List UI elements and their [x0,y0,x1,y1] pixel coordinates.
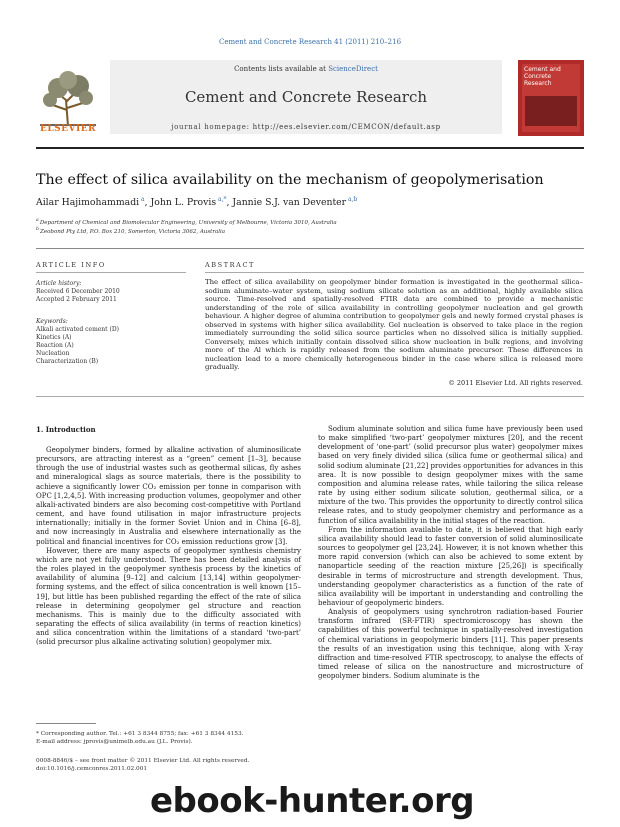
journal-reference[interactable]: Cement and Concrete Research 41 (2011) 210–216 [218,38,402,46]
author-name: John L. Provis [150,197,217,209]
watermark: ebook-hunter.org [150,781,475,821]
history-label: Article history: [36,280,82,287]
affiliation-mark: a [36,218,39,223]
body-paragraph: Analysis of geopolymers using synchrotron radiation-based Fourier transform infrared (SR-FTIR) spectromicroscopy has shown the capabilities of this powerful technique in spatially-resolved investigation of chemical variations in geopolymeric binders [11]. This paper presents the results of an investigation using this technique, along with X-ray diffraction and time-resolved FTIR spectroscopy, to analyse the effects of timed release of silica on the nanostructure and microstructure of geopolymer binders. Sodium aluminate is the [318,608,583,681]
body-column-left [36,446,301,647]
affiliation-text: Zeobond Pty Ltd, P.O. Box 210, Somerton, Victoria 3062, Australia [40,228,226,235]
journal-homepage [110,123,502,131]
received-date: Received 6 December 2010 [36,288,120,295]
article-info-heading: ARTICLE INFO [36,261,106,269]
footnote-contact: * Corresponding author. Tel.: +61 3 8344 8755; fax: +61 3 8344 4153. [36,731,244,737]
body-column-right [318,425,583,681]
author-name: Jannie S.J. van Deventer [232,197,347,209]
header-rule [36,147,584,149]
masthead [36,60,584,144]
keyword: Reaction (A) [36,342,74,349]
body-paragraph: Sodium aluminate solution and silica fume have previously been used to make simplified ‘two-part’ geopolymer mixtures [20], and the recent development of ‘one-part’ (solid precursor plus water) geopolymer mixes based on very finely divided silica (silica fume or geothermal silica) and solid sodium aluminate [21,22] provides opportunities for advances in this area. It is now possible to design geopolymer mixes with the same composition and alumina release rates, while tailoring the silica release rate by using either sodium silicate solution, geothermal silica, or a mixture of the two. This provides the opportunity to directly control silica release rates, and to study geopolymer chemistry and performance as a function of silica availability in the initial stages of the reaction. [318,425,583,525]
contents-prefix: Contents lists available at [234,65,329,73]
article-history [36,280,186,304]
sciencedirect-link[interactable]: ScienceDirect [328,65,378,73]
affiliation [36,218,584,226]
accepted-date: Accepted 2 February 2011 [36,296,117,303]
body-paragraph: From the information available to date, it is believed that high early silica availability should lead to faster conversion of solid aluminosilicate sources to geopolymer gel [23,24]. However, it is not known whether this more rapid conversion (which can also be achieved to some extent by nanoparticle seeding of the reaction mixture [25,26]) is specifically desirable in terms of microstructure and strength development. Thus, understanding geopolymer characteristics as a function of the rate of silica availability will be important in understanding and controlling the behaviour of geopolymeric binders. [318,525,583,607]
article-info-rule [36,272,186,273]
author-affiliation-mark[interactable]: a [141,196,145,203]
introduction-heading: 1. Introduction [36,425,96,434]
author-list: Ailar Hajimohammadi $^a$, John L. Provis $^{a,*}$, Jannie S.J. van Deventer $^{a,b}$ [36,196,358,209]
affiliation-text: Department of Chemical and Biomolecular Engineering, University of Melbourne, Victoria 3010, Australia [39,219,337,226]
cover-image [525,96,577,126]
article-title: The effect of silica availability on the mechanism of geopolymerisation [36,172,544,188]
publisher-name: ELSEVIER [39,124,97,134]
keywords [36,318,186,366]
body-paragraph: However, there are many aspects of geopolymer synthesis chemistry which are not yet fully understood. There has been detailed analysis of the roles played in the geopolymer synthesis process by the kinetics of availability of alumina [9–12] and calcium [13,14] within geopolymer-forming systems, and the effect of silica concentration is well known [15–19], but little has been published regarding the effect of the rate of silica release in determining geopolymer gel structure and reaction mechanisms. This is mainly due to the difficulty associated with separating the effects of silica availability (in terms of reaction kinetics) and silica concentration within the limitations of a standard ‘two-part’ (solid precursor plus alkaline activating solution) geopolymer mix. [36,546,301,647]
keyword: Nucleation [36,350,70,357]
front-matter-rule [36,396,584,397]
footnote-email[interactable]: E-mail address: jprovis@unimelb.edu.au (J.L. Provis). [36,738,193,745]
contents-line [110,65,502,73]
homepage-prefix: journal homepage: [171,123,253,131]
keyword: Characterization (B) [36,358,99,365]
keywords-label: Keywords: [36,318,68,325]
issn-block [36,758,301,773]
footnote-rule [36,723,96,724]
author-affiliation-mark[interactable]: a,b [347,196,358,203]
affiliation-mark: b [36,227,39,232]
journal-title: Cement and Concrete Research [184,88,428,106]
abstract-text: The effect of silica availability on geopolymer binder formation is investigated in the geothermal silica–sodium aluminate–water system, using sodium silicate solution as an additional, highly available silica source. Time-resolved and spatially-resolved FTIR data are combined to provide a mechanistic understanding of the role of silica availability in controlling geopolymer nucleation and gel growth behaviour. A higher degree of alumina contribution to geopolymer gels and newly formed crystal phases is observed in systems with higher silica availability. Gel nucleation is observed to take place in the region immediately surrounding the solid silica source particles when no dissolved silica is initially supplied. Conversely, mixes which initially contain dissolved silica show nucleation in bulk regions, and involving more of the Al which is rapidly released from the sodium aluminate precursor. These differences in nucleation lead to a more chemically heterogeneous binder in the case where silica is released more gradually. [205,278,583,372]
body-paragraph: Geopolymer binders, formed by alkaline activation of aluminosilicate precursors, are attracting interest as a “green” cement [1–3], because through the use of industrial wastes such as geothermal silicas, fly ashes and mineralogical slags as source materials, there is the possibility to achieve a significantly lower CO₂ emission per tonne in comparison with OPC [1,2,4,5]. With increasing production volumes, geopolymer and other alkali-activated binders are also becoming cost-competitive with Portland cement, and have found utilisation in major infrastructure projects internationally; initially in the former Soviet Union and in China [6–8], and now increasingly in Australia and elsewhere internationally as the political and financial incentives for CO₂ emission reductions grow [3]. [36,446,301,546]
abstract-heading: ABSTRACT [205,261,255,269]
cover-title: Cement and Concrete Research [524,66,561,87]
section-rule [36,248,584,249]
doi-link[interactable]: doi:10.1016/j.cemconres.2011.02.001 [36,765,148,772]
author-name: Ailar Hajimohammadi [36,197,140,209]
affiliation [36,227,584,235]
abstract-rule [205,272,584,273]
homepage-url[interactable]: http://ees.elsevier.com/CEMCON/default.asp [252,123,441,131]
keyword: Alkali activated cement (D) [36,326,119,333]
abstract-copyright: © 2011 Elsevier Ltd. All rights reserved. [448,379,583,387]
keyword: Kinetics (A) [36,334,72,341]
corresponding-author-footnote [36,731,301,746]
issn-line: 0008-8846/$ – see front matter © 2011 Elsevier Ltd. All rights reserved. [36,758,250,764]
author-affiliation-mark[interactable]: a,* [218,196,227,203]
